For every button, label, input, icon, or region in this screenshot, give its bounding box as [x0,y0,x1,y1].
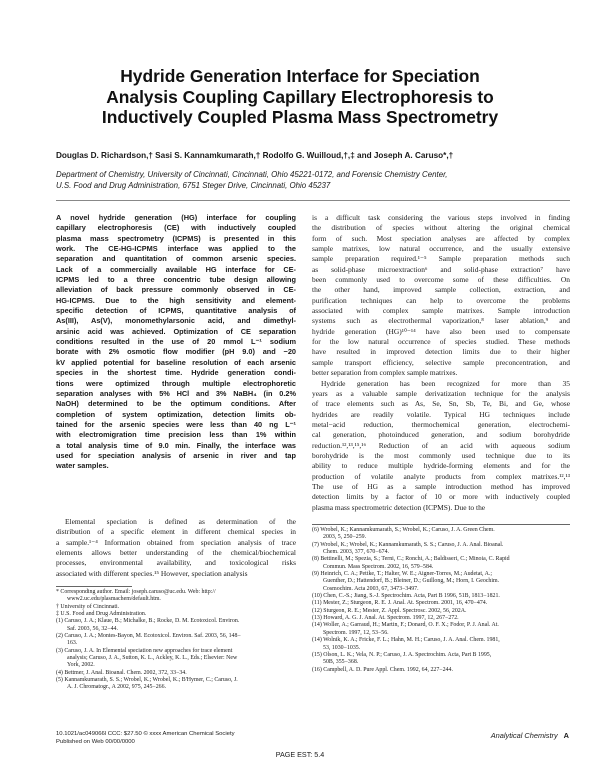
affiliation [56,170,576,191]
abstract-line: water samples. [56,461,109,471]
body-line: borohydride is the most commonly used technique due to its [312,450,570,460]
footer-publication-info [56,731,235,746]
body-line: cal generation, photoinduced generation, and sodium borohydride [312,430,570,440]
header-divider [56,200,570,201]
footnote-line: 163. [67,640,78,647]
body-line: plasma mass spectrometric detection (ICPMS). Due to the [312,502,486,512]
abstract-line: specific detection of ICPMS, quantitative analysis of [56,306,296,316]
footnote-line: (1) Caruso, J. A.; Klaue, B.; Michalke, B.; Rocke, D. M. Ecotoxicol. Environ. [56,618,240,625]
title-line: Analysis Coupling Capillary Electrophoresis to [106,86,494,107]
body-line: elements allows better understanding of the chemical/biochemical [56,548,296,558]
body-line: metal−acid reduction, thermochemical generation, electrochemi- [312,419,570,429]
footnote-line: * Corresponding author. Email: joseph.caruso@uc.edu. Web: http:// [56,589,216,595]
title-line: Hydride Generation Interface for Speciation [120,66,480,86]
introduction-left-column [56,517,296,579]
body-line: a sample.¹⁻⁴ Information obtained from speciation analysis of trace [56,537,296,547]
abstract-line: tions were optimized through multiple electrophoretic [56,378,296,388]
body-line: production of volatile analyte products from complex matrixes.¹²,¹³ [312,471,570,481]
footnote-line: (2) Caruso, J. A.; Montes-Bayon, M. Ecotoxicol. Environ. Saf. 2003, 56, 148− [56,633,241,640]
reference-line: Cosmochim. Acta 2003, 67, 3473−3497. [323,585,419,592]
body-line: better separation from complex sample matrixes. [312,368,458,378]
reference-line: Guenther, D.; Hattendorf, B.; Bleiner, D.; Guillong, M.; Horn, I. Geochim. [323,578,500,585]
reference-line: 53, 1030−1035. [323,644,361,651]
abstract-line: used for speciation analysis of arsenic in river and tap [56,450,296,460]
footnote-line: (3) Caruso, J. A. In Elemental speciation new approaches for trace element [56,647,233,654]
abstract-line: borate with 2% osmotic flow modifier (pH 9.0) and −20 [56,347,296,357]
body-line: Elemental speciation is defined as determination of the [65,517,296,526]
body-line: The use of HG as a sample introduction method has improved [312,481,570,491]
footnote-line: analysis; Caruso, J. A., Sutton, K. L., Ackley, K. L., Eds.; Elsevier: New [67,655,238,662]
body-line: as solid-phase microextraction⁶ and solid-phase extraction⁷ have [312,264,570,274]
body-line: been commonly used to overcome some of these difficulties. On [312,275,570,285]
page-estimate: PAGE EST: 5.4 [275,750,325,759]
reference-line: (15) Olson, L. K.; Vela, N. P.; Caruso, J. A. Spectrochim. Acta, Part B 1995, [312,651,492,658]
reference-line: 2003, 5, 250−259. [323,534,367,541]
footnote-line: www2.uc.edu/plasmachem/default.htm. [67,596,161,603]
abstract-line: Lack of a commercially available HG interface for CE- [56,264,296,274]
abstract-line: species in the shortest time. Hydride generation condi- [56,368,296,378]
abstract-line: capillary electrophoresis (CE) with inductively coupled [56,223,296,233]
body-line: sample matrixes, low natural occurrence, and the usually extensive [312,244,570,254]
footnote-line: (4) Bettmer, J. Anal. Bioanal. Chem. 2002, 372, 33−34. [56,669,187,676]
reference-line: Spectrom. 1997, 12, 53−56. [323,629,389,636]
reference-line: (16) Campbell, A. D. Pure Appl. Chem. 1992, 64, 227−244. [312,666,453,673]
journal-name: Analytical Chemistry [490,731,558,740]
body-line: systems such as electrothermal vaporization,⁸ laser ablation,⁹ and [312,316,570,326]
body-line: years as a valuable sample derivatization technique for the analysis [312,388,570,398]
body-line: reduction.¹²,¹³,¹⁵,¹⁶ Reduction of an acid with aqueous sodium [312,440,570,450]
footnote-line: A. J. Chromatogr., A 2002, 975, 245−266. [67,684,167,691]
body-line: form of such. Most speciation analyses are affected by complex [312,233,570,243]
body-line: for the low natural occurrence of species studied. These methods [312,337,570,347]
body-line: have resulted in improved detection limits due to their higher [312,347,570,357]
body-line: purification techniques can help to overcome the problems [312,295,570,305]
body-line: the other hand, improved sample collection, extraction, and [312,285,570,295]
body-line: hydride generation (HG)¹⁰⁻¹⁴ have also been used to compensate [312,326,570,336]
footnotes [56,589,296,692]
abstract-line: with electromigration time precision less than 1% within [56,430,296,440]
reference-line: (8) Bettinelli, M.; Spezia, S.; Terni, C.; Ronchi, A.; Baldisseri, C.; Minoia, C. Rapid [312,556,510,563]
affiliation-line: U.S. Food and Drug Administration, 6751 Steger Drive, Cincinnati, Ohio 45237 [56,180,331,190]
abstract-line: NaOH) determined to be the optimum conditions. After [56,399,296,409]
abstract-line: plasma mass spectrometry (ICPMS) is presented in this [56,233,296,243]
body-line: associated with different species.¹⁵ However, speciation analysis [56,568,248,578]
abstract-line: tained for the arsenic species were less than 40 ng L⁻¹ [56,419,296,429]
abstract-line: arsinic acid was achieved. Optimization of CE separation [56,326,296,336]
abstract-line: ICPMS led to a three concentric tube design allowing [56,275,296,285]
abstract-line: kV applied potential for baseline resolution of each arsenic [56,357,296,367]
article-title [40,66,560,128]
abstract-line: As(III), As(V), monomethylarsonic acid, and dimethyl- [56,316,296,326]
body-line: hydrides are readily volatile. Typical HG techniques include [312,409,570,419]
reference-line: (6) Wrobel, K.; Kannamkumarath, S.; Wrobel, K.; Caruso, J. A. Green Chem. [312,527,495,533]
abstract-line: conditions resulted in the use of 20 mmol L⁻¹ sodium [56,337,296,347]
title-line: Inductively Coupled Plasma Mass Spectrometry [101,107,499,128]
abstract-line: alleviation of back pressure commonly observed in CE- [56,285,296,295]
body-line: distribution of a specific element in different chemical species in [56,527,296,537]
introduction-right-column [312,213,570,513]
reference-line: Commun. Mass Spectrom. 2002, 16, 579−584. [323,563,434,570]
reference-list [312,527,570,674]
footnote-line: York, 2002. [67,662,95,669]
reference-line: (13) Howard, A. G. J. Anal. At. Spectrom. 1997, 12, 267−272. [312,615,459,622]
body-line: associated with complex sample matrixes. Sample introduction [312,306,570,316]
abstract-line: completion of system optimization, detection limits ob- [56,409,296,419]
body-line: detection limits by a factor of 10 or more with inductively coupled [312,492,570,502]
body-line: sample transport efficiency, selective sample preconcentration, and [312,357,570,367]
body-line: processes, environmental availability, and toxicological risks [56,558,296,568]
affiliation-line: Department of Chemistry, University of Cincinnati, Cincinnati, Ohio 45221-0172, and Forensic Chemistry Center, [56,170,448,179]
reference-line: 50B, 355−368. [323,659,359,666]
body-line: of trace elements such as As, Se, Sn, Sb, Te, Bi, and Ge, whose [312,399,570,409]
footnote-line: ‡ U.S. Food and Drug Administration. [56,611,147,618]
abstract-line: HG-ICPMS. Due to the high sensitivity and element- [56,295,296,305]
body-line: ability to reduce multiple hydride-forming elements and for the [312,461,570,471]
page-number: A [563,731,569,740]
abstract-line: separation analyses with 5% HCl and 3% NaBH₄ (in 0.2% [56,388,296,398]
footnote-line: (5) Kannamkumarath, S. S.; Wrobel, K.; Wrobel, K.; B'Hymer, C.; Caruso, J. [56,677,238,684]
reference-line: (11) Mester, Z.; Sturgeon, R. E. J. Anal. At. Spectrom. 2001, 16, 470−474. [312,600,488,607]
abstract-line: separation and quantitation of common arsenic species. [56,254,296,264]
author-list: Douglas D. Richardson,† Sasi S. Kannamkumarath,† Rodolfo G. Wuilloud,†,‡ and Joseph A. Caruso*,† [56,151,454,160]
doi-line: 10.1021/ac049066l CCC: $27.50 © xxxx American Chemical Society [56,731,235,737]
footnote-line: Saf. 2003, 56, 32−44. [67,625,118,632]
footer-journal [491,731,569,740]
body-line: is a difficult task considering the various steps involved in finding [312,213,570,222]
reference-line: (7) Wrobel, K.; Wrobel, K.; Kannamkumarath, S. S.; Caruso, J. A. Anal. Bioanal. [312,541,504,548]
reference-line: (9) Heinrich, C. A.; Pettke, T.; Halter, W. E.; Aigner-Torres, M.; Audetat, A.; [312,571,492,578]
reference-line: (14) Wolnik, K. A.; Fricke, F. L.; Hahn, M. H.; Caruso, J. A. Anal. Chem. 1981, [312,637,500,644]
abstract-line: work. The CE-HG-ICPMS interface was applied to the [56,244,296,254]
abstract [56,213,296,472]
reference-line: (12) Sturgeon, R. E.; Mester, Z. Appl. Spectrosc. 2002, 56, 202A. [312,607,467,614]
body-line: the distribution of species without altering the original chemical [312,223,570,233]
reference-line: (14) Woller, A.; Garraud, H.; Martin, F.; Donard, O. F. X.; Fodor, P. J. Anal. At. [312,622,499,629]
abstract-line: A novel hydride generation (HG) interface for coupling [56,213,296,222]
body-line: sample preparation required.¹⁻⁵ Sample preparation methods such [312,254,570,264]
body-line: Hydride generation has been recognized for more than 35 [321,378,570,388]
reference-line: Chem. 2003, 377, 670−674. [323,549,389,556]
abstract-line: a total analysis time of 9.0 min. Finally, the interface was [56,440,296,450]
reference-line: (10) Chen, C.-S.; Jiang, S.-J. Spectrochim. Acta, Part B 1996, 51B, 1813−1821. [312,593,500,600]
references-divider [312,524,570,525]
published-line: Published on Web 00/00/0000 [56,738,135,745]
footnote-divider [56,586,132,587]
footnote-line: † University of Cincinnati. [56,603,120,610]
